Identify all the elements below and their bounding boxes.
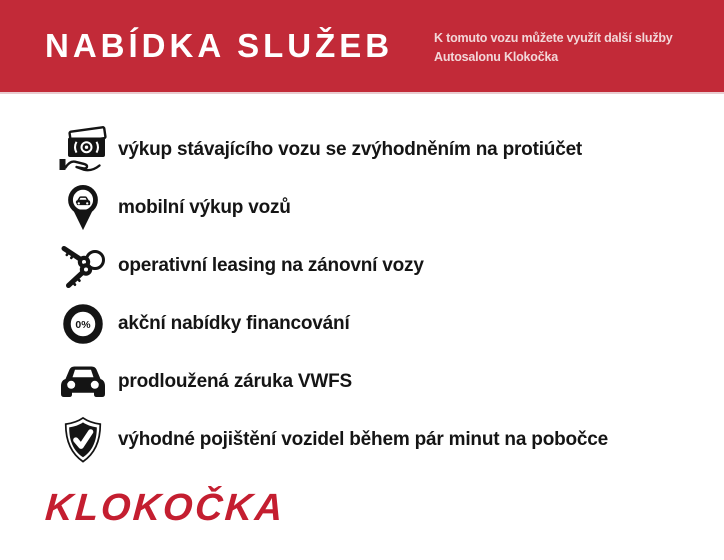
service-label: výhodné pojištění vozidel během pár minut na pobočce — [118, 429, 609, 450]
klokocka-logo: KLOKOČKA — [43, 487, 287, 529]
header-subtitle — [434, 29, 673, 67]
service-row-warranty — [56, 358, 696, 406]
service-row-financing — [56, 300, 696, 348]
service-label: operativní leasing na zánovní vozy — [118, 255, 424, 276]
page-title: NABÍDKA SLUŽEB — [45, 27, 394, 64]
service-row-mobile-buyout — [56, 184, 696, 232]
services-list — [56, 126, 696, 474]
car-front-icon — [56, 358, 110, 406]
service-label: prodloužená záruka VWFS — [118, 371, 352, 392]
service-row-buyout — [56, 126, 696, 174]
cash-in-hand-icon — [56, 126, 110, 174]
location-pin-car-icon — [56, 184, 110, 232]
car-keys-icon — [56, 242, 110, 290]
service-label: mobilní výkup vozů — [118, 197, 291, 218]
service-label: akční nabídky financování — [118, 313, 350, 334]
shield-check-icon — [56, 416, 110, 464]
zero-percent-text: 0% — [75, 319, 91, 331]
zero-percent-icon — [56, 300, 110, 348]
header-band — [0, 0, 724, 94]
service-label: výkup stávajícího vozu se zvýhodněním na protiúčet — [118, 139, 583, 160]
header-subtitle-line1: K tomuto vozu můžete využít další služby — [434, 31, 673, 45]
service-row-leasing — [56, 242, 696, 290]
header-subtitle-line2: Autosalonu Klokočka — [434, 50, 558, 64]
service-row-insurance — [56, 416, 696, 464]
